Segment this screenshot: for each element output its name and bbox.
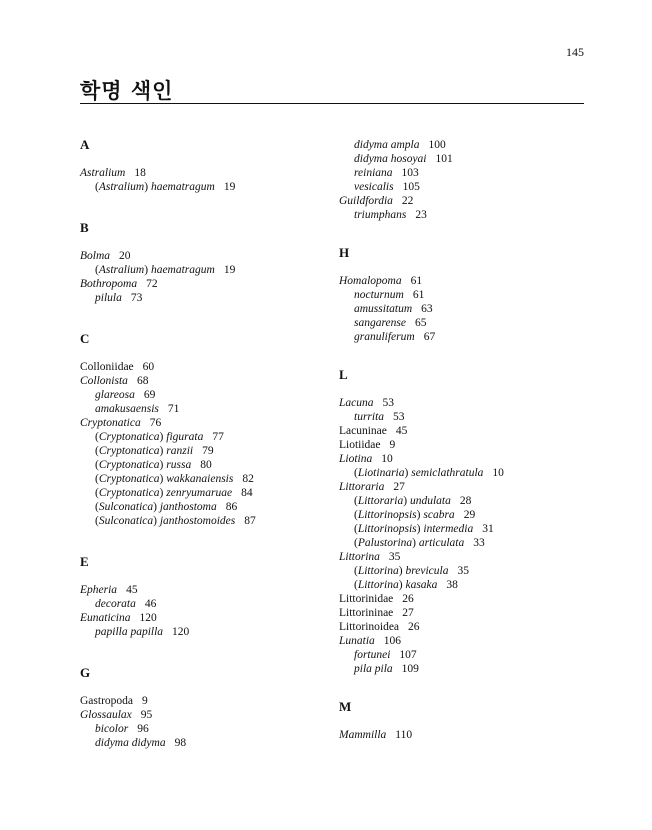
section-spacer <box>339 714 584 728</box>
index-subentry <box>339 536 584 550</box>
page-ref: 106 <box>383 635 402 647</box>
taxon-name: pila pila <box>354 663 393 675</box>
page-ref: 61 <box>412 289 425 301</box>
subgenus-name: Littoraria <box>357 495 404 507</box>
species-name: undulata <box>409 495 451 507</box>
taxon-name <box>95 431 203 443</box>
title-rule <box>80 103 584 104</box>
taxon-name <box>95 501 217 513</box>
page-ref: 100 <box>428 139 446 151</box>
section-spacer <box>80 680 330 694</box>
page-ref: 19 <box>223 264 236 276</box>
page-ref: 80 <box>200 459 212 471</box>
page-ref: 20 <box>119 250 131 262</box>
index-section <box>80 555 330 639</box>
page-ref: 65 <box>414 317 427 329</box>
taxon-name: Littorinidae <box>339 593 394 605</box>
index-subentry <box>80 291 330 305</box>
index-entry <box>80 249 330 263</box>
index-entry <box>80 583 330 597</box>
taxon-name <box>354 467 483 479</box>
section-spacer <box>80 152 330 166</box>
section-letter: L <box>339 367 348 382</box>
index-subentry <box>339 166 584 180</box>
page-ref: 10 <box>492 467 504 479</box>
taxon-name: Lunatia <box>339 635 375 647</box>
index-subentry <box>80 722 330 736</box>
species-name: ranzii <box>166 445 194 457</box>
page-ref: 96 <box>137 723 149 735</box>
subgenus-name: Cryptonatica <box>98 459 160 471</box>
subgenus-name: Cryptonatica <box>98 487 160 499</box>
page-ref: 9 <box>389 439 396 451</box>
taxon-name: Cryptonatica <box>80 417 141 429</box>
index-column-right <box>339 138 584 742</box>
index-entry <box>80 416 330 430</box>
taxon-name: fortunei <box>354 649 391 661</box>
species-name: zenryumaruae <box>166 487 233 499</box>
index-section <box>80 666 330 750</box>
subgenus-name: Littorinopsis <box>357 509 417 521</box>
taxon-name: glareosa <box>95 389 135 401</box>
paren: ( <box>354 467 358 479</box>
page-ref: 63 <box>421 303 433 315</box>
species-name: articulata <box>418 537 465 549</box>
taxon-name: sangarense <box>354 317 406 329</box>
index-section <box>80 332 330 528</box>
page-ref: 22 <box>401 195 414 207</box>
index-subentry <box>339 180 584 194</box>
paren: ( <box>95 487 99 499</box>
page-ref: 26 <box>402 593 414 605</box>
page-ref: 84 <box>241 487 253 499</box>
section-spacer <box>80 235 330 249</box>
index-entry <box>339 620 584 634</box>
index-subentry <box>80 180 330 194</box>
page-ref: 73 <box>130 292 143 304</box>
index-subentry <box>339 564 584 578</box>
paren: ( <box>354 523 358 535</box>
paren: ) <box>404 467 409 479</box>
index-section <box>339 368 584 676</box>
section-letter: B <box>80 220 89 235</box>
index-section <box>80 221 330 305</box>
index-entry <box>339 274 584 288</box>
page-ref: 35 <box>457 565 469 577</box>
paren: ) <box>159 473 164 485</box>
page-ref: 27 <box>393 481 405 493</box>
subgenus-name: Astralium <box>98 264 145 276</box>
paren: ) <box>398 565 403 577</box>
taxon-name: Liotina <box>339 453 373 465</box>
paren: ) <box>159 445 164 457</box>
index-section <box>80 138 330 194</box>
taxon-name <box>354 523 473 535</box>
species-name: semiclathratula <box>411 467 484 479</box>
page-ref: 107 <box>399 649 417 661</box>
page-ref: 61 <box>410 275 423 287</box>
subgenus-name: Littorina <box>357 565 399 577</box>
index-subentry <box>339 208 584 222</box>
paren: ) <box>412 537 416 549</box>
page-ref: 101 <box>435 153 453 165</box>
taxon-name: Lacuninae <box>339 425 387 437</box>
page-ref: 79 <box>202 445 214 457</box>
page-ref: 9 <box>142 695 148 707</box>
section-spacer <box>80 346 330 360</box>
index-entry <box>339 606 584 620</box>
taxon-name <box>95 445 193 457</box>
species-name: russa <box>166 459 192 471</box>
index-entry <box>339 550 584 564</box>
index-section <box>339 246 584 344</box>
paren: ( <box>354 509 358 521</box>
taxon-name <box>95 515 235 527</box>
taxon-name: Glossaulax <box>80 709 132 721</box>
index-entry <box>80 166 330 180</box>
taxon-name: Littorininae <box>339 607 394 619</box>
index-entry <box>80 708 330 722</box>
taxon-name: granuliferum <box>354 331 415 343</box>
taxon-name: vesicalis <box>354 181 394 193</box>
page-ref: 110 <box>395 729 413 741</box>
species-name: kasaka <box>405 579 438 591</box>
page-ref: 10 <box>381 453 393 465</box>
index-subentry <box>339 466 584 480</box>
paren: ( <box>354 537 358 549</box>
taxon-name: amussitatum <box>354 303 413 315</box>
taxon-name: Epheria <box>80 584 118 596</box>
index-subentry <box>80 388 330 402</box>
index-entry <box>339 396 584 410</box>
index-subentry <box>80 514 330 528</box>
species-name: intermedia <box>423 523 474 535</box>
taxon-name: Colloniidae <box>80 361 134 373</box>
paren: ( <box>95 431 99 443</box>
paren: ( <box>95 459 99 471</box>
index-subentry <box>339 522 584 536</box>
taxon-name: pilula <box>95 292 122 304</box>
index-subentry <box>339 578 584 592</box>
index-entry <box>80 611 330 625</box>
page-ref: 29 <box>463 509 476 521</box>
section-letter: H <box>339 245 350 260</box>
index-entry <box>339 480 584 494</box>
paren: ( <box>95 445 99 457</box>
index-subentry <box>80 486 330 500</box>
page-ref: 26 <box>408 621 420 633</box>
index-entry <box>339 194 584 208</box>
subgenus-name: Palustorina <box>357 537 413 549</box>
taxon-name <box>354 495 451 507</box>
paren: ( <box>95 473 99 485</box>
page-ref: 95 <box>140 709 153 721</box>
index-subentry <box>80 500 330 514</box>
index-subentry <box>339 330 584 344</box>
paren: ( <box>95 501 99 513</box>
index-subentry <box>339 288 584 302</box>
subgenus-name: Cryptonatica <box>98 431 160 443</box>
page-ref: 35 <box>388 551 401 563</box>
page-ref: 120 <box>172 626 190 638</box>
section-letter: C <box>80 331 90 346</box>
paren: ) <box>159 487 164 499</box>
index-subentry <box>80 444 330 458</box>
index-section <box>339 138 584 222</box>
page-ref: 68 <box>136 375 149 387</box>
index-subentry <box>339 648 584 662</box>
index-entry <box>80 360 330 374</box>
species-name: haematragum <box>150 264 215 276</box>
index-entry <box>339 452 584 466</box>
paren: ) <box>153 515 157 527</box>
section-spacer <box>339 260 584 274</box>
page-ref: 71 <box>167 403 180 415</box>
taxon-name: decorata <box>95 598 136 610</box>
page-ref: 82 <box>242 473 254 485</box>
paren: ) <box>144 264 149 276</box>
taxon-name: Lacuna <box>339 397 374 409</box>
taxon-name: triumphans <box>354 209 407 221</box>
paren: ( <box>95 181 99 193</box>
page-ref: 77 <box>212 431 224 443</box>
index-entry <box>80 277 330 291</box>
species-name: scabra <box>423 509 455 521</box>
section-letter: A <box>80 137 90 152</box>
index-subentry <box>80 458 330 472</box>
paren: ) <box>416 509 421 521</box>
page-ref: 76 <box>149 417 162 429</box>
index-subentry <box>80 472 330 486</box>
paren: ) <box>144 181 149 193</box>
taxon-name: Guildfordia <box>339 195 393 207</box>
page-ref: 53 <box>393 411 405 423</box>
taxon-name <box>354 537 464 549</box>
taxon-name: Eunaticina <box>80 612 131 624</box>
page-ref: 120 <box>139 612 157 624</box>
subgenus-name: Liotinaria <box>357 467 405 479</box>
paren: ( <box>95 515 99 527</box>
index-subentry <box>80 263 330 277</box>
species-name: brevicula <box>405 565 449 577</box>
index-entry <box>80 374 330 388</box>
index-entry <box>339 634 584 648</box>
taxon-name: Bothropoma <box>80 278 138 290</box>
page-ref: 19 <box>223 181 236 193</box>
taxon-name: Liotiidae <box>339 439 381 451</box>
index-subentry <box>80 597 330 611</box>
page-ref: 86 <box>225 501 238 513</box>
taxon-name <box>95 459 191 471</box>
index-subentry <box>339 508 584 522</box>
subgenus-name: Sulconatica <box>98 501 154 513</box>
page-ref: 45 <box>126 584 138 596</box>
taxon-name: Astralium <box>80 167 126 179</box>
page-ref: 98 <box>174 737 187 749</box>
index-section <box>339 700 584 742</box>
page-ref: 18 <box>134 167 146 179</box>
section-spacer <box>80 569 330 583</box>
subgenus-name: Cryptonatica <box>98 473 160 485</box>
taxon-name: Littoraria <box>339 481 385 493</box>
index-subentry <box>339 662 584 676</box>
subgenus-name: Cryptonatica <box>98 445 160 457</box>
section-letter: E <box>80 554 89 569</box>
species-name: haematragum <box>150 181 215 193</box>
taxon-name: Bolma <box>80 250 111 262</box>
page-ref: 46 <box>144 598 157 610</box>
page-ref: 60 <box>142 361 155 373</box>
index-subentry <box>339 316 584 330</box>
page-ref: 67 <box>423 331 436 343</box>
paren: ) <box>159 431 164 443</box>
taxon-name <box>354 565 448 577</box>
index-entry <box>339 424 584 438</box>
paren: ) <box>416 523 421 535</box>
taxon-name <box>354 509 455 521</box>
paren: ) <box>159 459 164 471</box>
page-ref: 28 <box>459 495 472 507</box>
index-entry <box>339 592 584 606</box>
page-ref: 87 <box>244 515 256 527</box>
page-ref: 69 <box>143 389 156 401</box>
paren: ( <box>354 579 358 591</box>
page-ref: 103 <box>401 167 419 179</box>
page-ref: 105 <box>402 181 420 193</box>
paren: ) <box>403 495 408 507</box>
taxon-name: didyma ampla <box>354 139 420 151</box>
taxon-name: turrita <box>354 411 385 423</box>
taxon-name: Littorinoidea <box>339 621 400 633</box>
taxon-name: Gastropoda <box>80 695 134 707</box>
subgenus-name: Sulconatica <box>98 515 154 527</box>
paren: ( <box>354 565 358 577</box>
paren: ( <box>354 495 358 507</box>
taxon-name <box>95 487 232 499</box>
page-number: 145 <box>566 45 584 59</box>
taxon-name: papilla papilla <box>95 626 164 638</box>
page-ref: 31 <box>482 523 494 535</box>
page-ref: 27 <box>402 607 414 619</box>
subgenus-name: Littorina <box>357 579 399 591</box>
section-letter: G <box>80 665 91 680</box>
species-name: janthostomoides <box>159 515 236 527</box>
taxon-name: didyma hosoyai <box>354 153 427 165</box>
index-entry <box>80 694 330 708</box>
page-ref: 23 <box>415 209 427 221</box>
taxon-name: nocturnum <box>354 289 404 301</box>
paren: ) <box>398 579 403 591</box>
subgenus-name: Astralium <box>98 181 145 193</box>
taxon-name: Littorina <box>339 551 380 563</box>
page-ref: 53 <box>382 397 394 409</box>
taxon-name: bicolor <box>95 723 129 735</box>
index-column-left <box>80 138 330 750</box>
subgenus-name: Littorinopsis <box>357 523 417 535</box>
taxon-name: Collonista <box>80 375 128 387</box>
section-spacer <box>339 382 584 396</box>
taxon-name <box>95 181 215 193</box>
page-ref: 109 <box>401 663 419 675</box>
taxon-name: Homalopoma <box>339 275 402 287</box>
page-ref: 72 <box>146 278 158 290</box>
index-subentry <box>80 736 330 750</box>
taxon-name: didyma didyma <box>95 737 166 749</box>
index-subentry <box>339 494 584 508</box>
index-subentry <box>80 402 330 416</box>
paren: ) <box>153 501 157 513</box>
paren: ( <box>95 264 99 276</box>
index-subentry <box>339 152 584 166</box>
taxon-name <box>95 473 233 485</box>
species-name: janthostoma <box>159 501 217 513</box>
index-subentry <box>339 302 584 316</box>
page-ref: 33 <box>473 537 485 549</box>
section-letter: M <box>339 699 352 714</box>
taxon-name <box>95 264 215 276</box>
index-entry <box>339 438 584 452</box>
index-entry <box>339 728 584 742</box>
index-subentry <box>339 138 584 152</box>
page-title: 학명 색인 <box>80 79 174 103</box>
taxon-name: Mammilla <box>339 729 387 741</box>
species-name: wakkanaiensis <box>166 473 234 485</box>
page-ref: 38 <box>446 579 458 591</box>
index-subentry <box>80 625 330 639</box>
taxon-name <box>354 579 437 591</box>
taxon-name: amakusaensis <box>95 403 159 415</box>
page-ref: 45 <box>395 425 408 437</box>
index-subentry <box>339 410 584 424</box>
index-subentry <box>80 430 330 444</box>
species-name: figurata <box>166 431 204 443</box>
taxon-name: reiniana <box>354 167 393 179</box>
